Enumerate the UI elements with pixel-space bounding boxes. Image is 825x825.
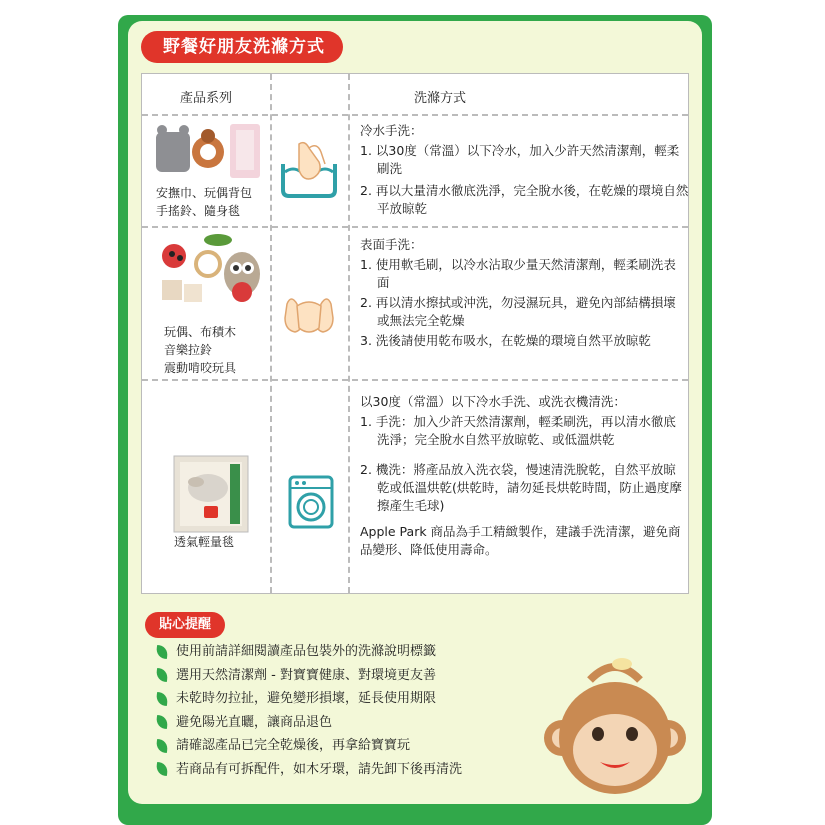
method-step: 2. 再以大量清水徹底洗淨，完全脫水後，在乾燥的環境自然平放晾乾 bbox=[360, 183, 689, 216]
header-method: 洗滌方式 bbox=[414, 91, 467, 106]
tips-list bbox=[156, 640, 462, 781]
tip-text: 請確認產品已完全乾燥後，再拿給寶寶玩 bbox=[176, 738, 411, 753]
leaf-icon bbox=[155, 762, 169, 776]
product-names bbox=[174, 533, 234, 551]
tip-text: 選用天然清潔劑 - 對寶寶健康、對環境更友善 bbox=[176, 667, 436, 683]
column-divider bbox=[348, 74, 350, 593]
product-names bbox=[156, 184, 252, 220]
list-item bbox=[156, 687, 462, 711]
table-header bbox=[142, 74, 688, 116]
wash-table bbox=[141, 73, 689, 594]
blanket-and-rattle-image bbox=[152, 122, 264, 184]
product-name: 玩偶、布積木 bbox=[164, 325, 237, 339]
surface-wash-icon bbox=[279, 284, 339, 344]
leaf-icon bbox=[155, 715, 169, 729]
wash-method-surface bbox=[360, 236, 676, 350]
leaf-icon bbox=[155, 692, 169, 706]
method-step: 2. 機洗：將產品放入洗衣袋，慢速清洗脫乾，自然平放晾乾或低溫烘乾(烘乾時，請勿延長烘乾時間，防止過度摩擦產生毛球) bbox=[360, 462, 682, 513]
list-item bbox=[156, 734, 462, 758]
care-note: Apple Park 商品為手工精緻製作，建議手洗清潔，避免商品變形、降低使用壽命。 bbox=[360, 524, 681, 557]
tips-label: 貼心提醒 bbox=[145, 612, 225, 638]
washing-machine-icon bbox=[287, 474, 335, 530]
leaf-icon bbox=[155, 739, 169, 753]
toys-image bbox=[156, 234, 262, 316]
list-item bbox=[156, 664, 462, 688]
product-name: 手搖鈴、隨身毯 bbox=[156, 204, 241, 218]
wash-method-machine bbox=[360, 393, 682, 559]
product-name: 震動啃咬玩具 bbox=[164, 361, 237, 375]
product-names bbox=[164, 323, 236, 377]
product-name: 音樂拉鈴 bbox=[164, 343, 213, 357]
method-title: 表面手洗： bbox=[360, 237, 423, 252]
wash-method-cold-hand bbox=[360, 122, 690, 218]
method-step: 1. 使用軟毛刷，以冷水沾取少量天然清潔劑，輕柔刷洗表面 bbox=[360, 257, 676, 290]
method-step: 1. 手洗：加入少許天然清潔劑，輕柔刷洗，再以清水徹底洗淨；完全脫水自然平放晾乾、或低溫烘乾 bbox=[360, 414, 676, 447]
method-title: 以30度（常溫）以下冷水手洗、或洗衣機清洗： bbox=[360, 394, 626, 409]
blanket-box-image bbox=[172, 454, 250, 534]
method-step: 2. 再以清水擦拭或沖洗，勿浸濕玩具，避免內部結構損壞或無法完全乾燥 bbox=[360, 295, 676, 328]
leaf-icon bbox=[155, 645, 169, 659]
product-name: 透氣輕量毯 bbox=[174, 535, 235, 549]
hand-wash-icon bbox=[279, 138, 339, 198]
list-item bbox=[156, 758, 462, 782]
tip-text: 使用前請詳細閱讀產品包裝外的洗滌說明標籤 bbox=[176, 644, 437, 659]
method-title: 冷水手洗： bbox=[360, 123, 423, 138]
tip-text: 未乾時勿拉扯，避免變形損壞，延長使用期限 bbox=[176, 691, 437, 706]
row-divider bbox=[142, 379, 688, 381]
list-item bbox=[156, 640, 462, 664]
list-item bbox=[156, 711, 462, 735]
header-product: 產品系列 bbox=[179, 91, 232, 106]
page-title: 野餐好朋友洗滌方式 bbox=[141, 31, 343, 63]
column-divider bbox=[270, 74, 272, 593]
product-name: 安撫巾、玩偶背包 bbox=[156, 186, 253, 200]
method-step: 3. 洗後請使用乾布吸水，在乾燥的環境自然平放晾乾 bbox=[360, 333, 651, 348]
monkey-backpack-image bbox=[540, 650, 690, 800]
row-divider bbox=[142, 226, 688, 228]
method-step: 1. 以30度（常溫）以下冷水，加入少許天然清潔劑，輕柔刷洗 bbox=[360, 143, 680, 176]
tip-text: 若商品有可拆配件，如木牙環，請先卸下後再清洗 bbox=[176, 761, 463, 777]
tip-text: 避免陽光直曬，讓商品退色 bbox=[176, 714, 333, 730]
leaf-icon bbox=[155, 668, 169, 682]
